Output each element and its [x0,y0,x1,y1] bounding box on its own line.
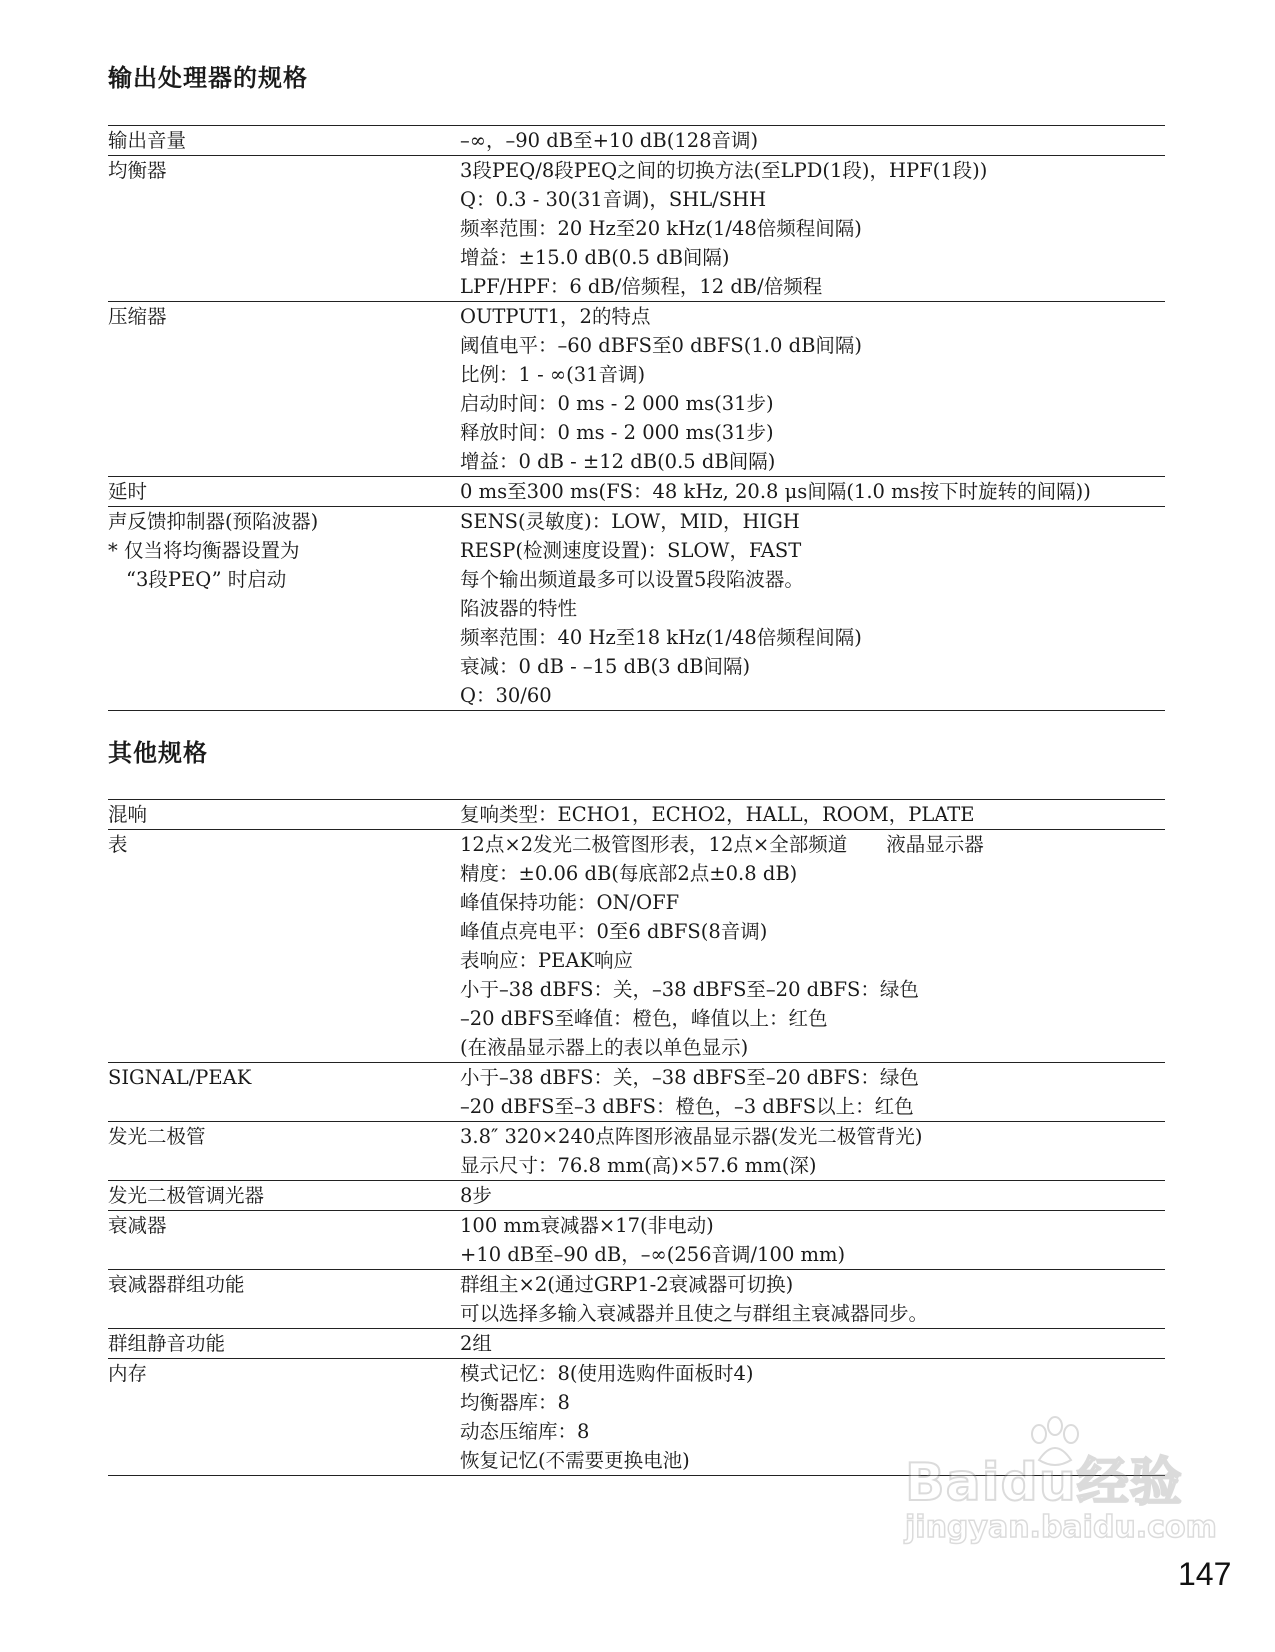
spec-value-line: 陷波器的特性 [460,597,578,620]
spec-value-line: OUTPUT1，2的特点 [460,305,651,328]
spec-value-line: 增益：±15.0 dB(0.5 dB间隔) [460,246,730,269]
spec-value-line: 峰值点亮电平：0至6 dBFS(8音调) [460,920,768,943]
spec-row [108,507,1165,711]
spec-label [108,1359,460,1476]
spec-value-line: 小于–38 dBFS：关，–38 dBFS至–20 dBFS：绿色 [460,978,919,1001]
spec-value [460,830,1165,1063]
spec-value-line: –∞，–90 dB至+10 dB(128音调) [460,129,759,152]
spec-label-text: 发光二极管调光器 [108,1184,265,1207]
spec-value-line: 增益：0 dB - ±12 dB(0.5 dB间隔) [460,450,776,473]
spec-value [460,1122,1165,1181]
spec-value-line: 可以选择多输入衰减器并且使之与群组主衰减器同步。 [460,1302,929,1325]
spec-label-text: 声反馈抑制器(预陷波器) [108,510,319,533]
spec-value-line: 12点×2发光二极管图形表，12点×全部频道 液晶显示器 [460,833,984,856]
spec-label-text: 发光二极管 [108,1125,206,1148]
spec-value-line: –20 dBFS至峰值：橙色，峰值以上：红色 [460,1007,828,1030]
spec-value-line: Q：0.3 - 30(31音调)，SHL/SHH [460,188,767,211]
spec-row [108,302,1165,477]
spec-row [108,800,1165,830]
spec-label-note: “3段PEQ” 时启动 [126,568,287,591]
spec-value-line: 群组主×2(通过GRP1-2衰减器可切换) [460,1273,794,1296]
spec-label [108,1211,460,1270]
spec-value [460,800,1165,830]
spec-label [108,302,460,477]
spec-label-text: 均衡器 [108,159,167,182]
spec-value [460,1270,1165,1329]
other-spec-table [108,799,1165,1476]
spec-row [108,477,1165,507]
spec-label-text: 输出音量 [108,129,187,152]
spec-row [108,1063,1165,1122]
spec-value-line: 启动时间：0 ms - 2 000 ms(31步) [460,392,774,415]
spec-label [108,1122,460,1181]
spec-label-note: * 仅当将均衡器设置为 [108,539,300,562]
spec-label [108,1181,460,1211]
spec-value [460,126,1165,156]
spec-value-line: 阈值电平：–60 dBFS至0 dBFS(1.0 dB间隔) [460,334,863,357]
spec-row [108,1270,1165,1329]
spec-value-line: 均衡器库：8 [460,1391,570,1414]
spec-label-text: SIGNAL/PEAK [108,1066,252,1089]
spec-value [460,302,1165,477]
spec-value-line: 动态压缩库：8 [460,1420,590,1443]
spec-value [460,1181,1165,1211]
spec-label-text: 混响 [108,803,148,826]
output-processor-spec-table [108,125,1165,711]
spec-value-line: 8步 [460,1184,492,1207]
spec-label [108,1270,460,1329]
spec-row [108,126,1165,156]
spec-value [460,1329,1165,1359]
spec-value-line: 模式记忆：8(使用选购件面板时4) [460,1362,754,1385]
spec-value-line: –20 dBFS至–3 dBFS：橙色，–3 dBFS以上：红色 [460,1095,914,1118]
baidu-watermark [905,1440,1217,1550]
spec-label [108,507,460,711]
spec-value-line: 100 mm衰减器×17(非电动) [460,1214,714,1237]
spec-label-text: 表 [108,833,128,856]
spec-label [108,1329,460,1359]
spec-value-line: 释放时间：0 ms - 2 000 ms(31步) [460,421,774,444]
spec-label [108,126,460,156]
watermark-logo-text: Baidu经验 [905,1453,1183,1513]
spec-value [460,477,1165,507]
spec-label-text: 衰减器群组功能 [108,1273,245,1296]
spec-value-line: 频率范围：40 Hz至18 kHz(1/48倍频程间隔) [460,626,862,649]
spec-label-text: 群组静音功能 [108,1332,226,1355]
spec-value [460,156,1165,302]
spec-row [108,1211,1165,1270]
spec-value-line: 3段PEQ/8段PEQ之间的切换方法(至LPD(1段)，HPF(1段)) [460,159,988,182]
spec-value-line: 比例：1 - ∞(31音调) [460,363,646,386]
spec-value-line: 0 ms至300 ms(FS：48 kHz, 20.8 μs间隔(1.0 ms按下时旋转的间隔)) [460,480,1091,503]
section-title-output-processor: 输出处理器的规格 [108,64,308,92]
spec-value [460,507,1165,711]
spec-label [108,800,460,830]
page-number: 147 [1178,1556,1232,1592]
spec-row [108,1181,1165,1211]
spec-value-line: 显示尺寸：76.8 mm(高)×57.6 mm(深) [460,1154,817,1177]
spec-value-line: Q：30/60 [460,684,552,707]
spec-value-line: 小于–38 dBFS：关，–38 dBFS至–20 dBFS：绿色 [460,1066,919,1089]
spec-value-line: 复响类型：ECHO1，ECHO2，HALL，ROOM，PLATE [460,803,975,826]
spec-value-line: 3.8″ 320×240点阵图形液晶显示器(发光二极管背光) [460,1125,923,1148]
spec-row [108,156,1165,302]
spec-value [460,1063,1165,1122]
spec-label [108,477,460,507]
spec-value-line: 恢复记忆(不需要更换电池) [460,1449,690,1472]
spec-label [108,830,460,1063]
spec-label [108,1063,460,1122]
spec-label-text: 衰减器 [108,1214,167,1237]
spec-value [460,1211,1165,1270]
spec-label-text: 延时 [108,480,148,503]
spec-value-line: 峰值保持功能：ON/OFF [460,891,680,914]
spec-value-line: 表响应：PEAK响应 [460,949,634,972]
spec-value-line: LPF/HPF：6 dB/倍频程，12 dB/倍频程 [460,275,823,298]
spec-value-line: 2组 [460,1332,492,1355]
spec-value-line: 每个输出频道最多可以设置5段陷波器。 [460,568,804,591]
spec-value-line: +10 dB至–90 dB，–∞(256音调/100 mm) [460,1243,846,1266]
section-title-other-specs: 其他规格 [108,739,208,767]
spec-label-text: 压缩器 [108,305,167,328]
spec-value-line: 频率范围：20 Hz至20 kHz(1/48倍频程间隔) [460,217,862,240]
watermark-url: jingyan.baidu.com [905,1510,1217,1545]
spec-value-line: SENS(灵敏度)：LOW，MID，HIGH [460,510,800,533]
spec-label [108,156,460,302]
spec-value-line: 衰减：0 dB - –15 dB(3 dB间隔) [460,655,751,678]
spec-row [108,1329,1165,1359]
spec-row [108,1122,1165,1181]
spec-value-line: 精度：±0.06 dB(每底部2点±0.8 dB) [460,862,798,885]
spec-value-line: RESP(检测速度设置)：SLOW，FAST [460,539,802,562]
spec-row [108,830,1165,1063]
spec-label-text: 内存 [108,1362,148,1385]
spec-value-line: (在液晶显示器上的表以单色显示) [460,1036,749,1059]
